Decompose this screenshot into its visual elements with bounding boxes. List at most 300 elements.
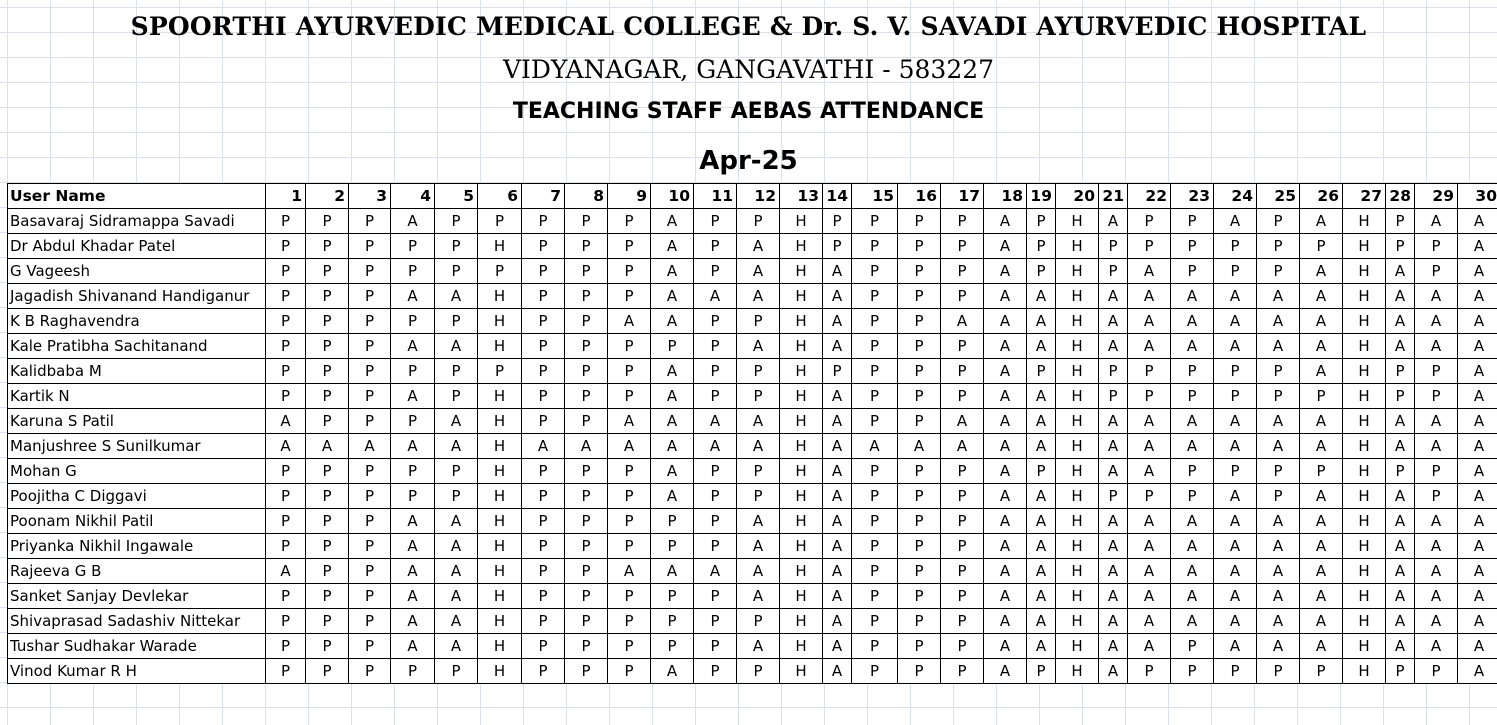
attendance-cell[interactable]: P [852,659,898,684]
attendance-cell[interactable]: P [565,484,608,509]
attendance-cell[interactable]: P [1128,659,1171,684]
attendance-cell[interactable]: A [1128,334,1171,359]
attendance-cell[interactable]: A [1214,484,1257,509]
attendance-cell[interactable]: H [1056,209,1099,234]
attendance-cell[interactable]: P [349,534,391,559]
day-header[interactable]: 10 [651,184,694,209]
day-header[interactable]: 9 [608,184,651,209]
attendance-cell[interactable]: P [522,234,565,259]
attendance-cell[interactable]: P [565,209,608,234]
attendance-cell[interactable]: A [737,559,780,584]
attendance-cell[interactable]: H [1056,559,1099,584]
attendance-cell[interactable]: P [349,309,391,334]
attendance-cell[interactable]: A [391,609,435,634]
attendance-cell[interactable]: H [478,584,522,609]
attendance-cell[interactable]: H [780,484,823,509]
attendance-cell[interactable]: A [435,334,478,359]
attendance-cell[interactable]: A [737,434,780,459]
user-name-cell[interactable]: Basavaraj Sidramappa Savadi [8,209,266,234]
attendance-cell[interactable]: A [984,534,1027,559]
attendance-cell[interactable]: A [1099,609,1128,634]
day-header[interactable]: 15 [852,184,898,209]
attendance-cell[interactable]: A [984,484,1027,509]
attendance-cell[interactable]: H [478,309,522,334]
attendance-cell[interactable]: A [1386,559,1415,584]
attendance-cell[interactable]: H [1056,459,1099,484]
attendance-cell[interactable]: P [565,359,608,384]
attendance-cell[interactable]: P [898,259,941,284]
attendance-cell[interactable]: A [1386,309,1415,334]
attendance-cell[interactable]: P [1128,234,1171,259]
attendance-cell[interactable]: H [780,559,823,584]
attendance-cell[interactable]: P [941,284,984,309]
attendance-cell[interactable]: A [1171,409,1214,434]
attendance-cell[interactable]: A [1257,509,1300,534]
attendance-cell[interactable]: A [1027,634,1056,659]
attendance-cell[interactable]: H [478,609,522,634]
attendance-cell[interactable]: P [941,659,984,684]
attendance-cell[interactable]: P [1027,209,1056,234]
attendance-cell[interactable]: H [1343,584,1386,609]
attendance-cell[interactable]: P [1171,384,1214,409]
attendance-cell[interactable]: P [306,284,349,309]
attendance-cell[interactable]: A [1415,334,1458,359]
attendance-cell[interactable]: A [1415,434,1458,459]
attendance-cell[interactable]: P [522,209,565,234]
attendance-cell[interactable]: P [266,609,306,634]
attendance-cell[interactable]: P [1214,459,1257,484]
attendance-cell[interactable]: P [1257,384,1300,409]
day-header[interactable]: 29 [1415,184,1458,209]
attendance-cell[interactable]: P [349,559,391,584]
attendance-cell[interactable]: A [1458,484,1497,509]
attendance-cell[interactable]: P [565,334,608,359]
attendance-cell[interactable]: A [852,434,898,459]
attendance-cell[interactable]: A [391,284,435,309]
attendance-cell[interactable]: A [823,559,852,584]
attendance-cell[interactable]: P [608,609,651,634]
attendance-cell[interactable]: P [1171,634,1214,659]
attendance-cell[interactable]: A [1257,559,1300,584]
attendance-cell[interactable]: P [266,484,306,509]
attendance-cell[interactable]: A [1128,509,1171,534]
attendance-cell[interactable]: P [852,484,898,509]
attendance-cell[interactable]: H [1343,534,1386,559]
attendance-cell[interactable]: A [823,384,852,409]
attendance-cell[interactable]: A [435,634,478,659]
attendance-cell[interactable]: P [1027,259,1056,284]
attendance-cell[interactable]: A [1458,334,1497,359]
attendance-cell[interactable]: P [1415,234,1458,259]
attendance-cell[interactable]: P [1257,459,1300,484]
attendance-cell[interactable]: A [1027,284,1056,309]
attendance-cell[interactable]: P [435,659,478,684]
attendance-cell[interactable]: P [898,484,941,509]
attendance-cell[interactable]: A [1300,534,1343,559]
attendance-cell[interactable]: A [984,234,1027,259]
attendance-cell[interactable]: A [391,584,435,609]
attendance-cell[interactable]: A [565,434,608,459]
attendance-cell[interactable]: A [1099,459,1128,484]
attendance-cell[interactable]: P [565,534,608,559]
attendance-cell[interactable]: P [266,584,306,609]
attendance-cell[interactable]: A [1458,359,1497,384]
attendance-cell[interactable]: P [349,609,391,634]
attendance-cell[interactable]: A [1300,484,1343,509]
attendance-cell[interactable]: A [1386,434,1415,459]
attendance-cell[interactable]: H [780,459,823,484]
attendance-cell[interactable]: A [1128,309,1171,334]
attendance-cell[interactable]: A [651,559,694,584]
attendance-cell[interactable]: P [349,584,391,609]
attendance-cell[interactable]: A [984,459,1027,484]
day-header[interactable]: 22 [1128,184,1171,209]
user-name-cell[interactable]: Jagadish Shivanand Handiganur [8,284,266,309]
attendance-cell[interactable]: A [823,284,852,309]
attendance-cell[interactable]: H [1343,284,1386,309]
attendance-cell[interactable]: A [608,309,651,334]
attendance-cell[interactable]: P [898,234,941,259]
attendance-cell[interactable]: P [478,209,522,234]
attendance-cell[interactable]: P [1415,484,1458,509]
attendance-cell[interactable]: A [1099,209,1128,234]
attendance-cell[interactable]: A [1415,409,1458,434]
attendance-cell[interactable]: P [608,484,651,509]
attendance-cell[interactable]: A [984,659,1027,684]
attendance-cell[interactable]: A [1458,609,1497,634]
attendance-cell[interactable]: A [737,334,780,359]
attendance-cell[interactable]: A [694,559,737,584]
attendance-cell[interactable]: P [1415,259,1458,284]
user-name-cell[interactable]: Kartik N [8,384,266,409]
attendance-cell[interactable]: A [1415,584,1458,609]
attendance-cell[interactable]: A [391,559,435,584]
attendance-cell[interactable]: P [737,659,780,684]
attendance-cell[interactable]: P [898,284,941,309]
attendance-cell[interactable]: H [1056,284,1099,309]
attendance-cell[interactable]: P [823,209,852,234]
attendance-cell[interactable]: P [522,584,565,609]
attendance-cell[interactable]: A [1300,409,1343,434]
attendance-cell[interactable]: A [1300,309,1343,334]
attendance-cell[interactable]: A [1214,634,1257,659]
attendance-cell[interactable]: P [391,409,435,434]
attendance-cell[interactable]: P [823,359,852,384]
attendance-cell[interactable]: P [1415,359,1458,384]
attendance-cell[interactable]: H [1056,584,1099,609]
attendance-cell[interactable]: A [1128,284,1171,309]
attendance-cell[interactable]: A [823,434,852,459]
user-name-cell[interactable]: K B Raghavendra [8,309,266,334]
attendance-cell[interactable]: A [1128,259,1171,284]
attendance-cell[interactable]: P [898,459,941,484]
attendance-cell[interactable]: P [522,659,565,684]
attendance-cell[interactable]: P [694,234,737,259]
attendance-cell[interactable]: P [737,309,780,334]
attendance-cell[interactable]: P [565,234,608,259]
attendance-cell[interactable]: A [823,509,852,534]
attendance-cell[interactable]: P [694,609,737,634]
attendance-cell[interactable]: H [478,234,522,259]
attendance-cell[interactable]: P [266,384,306,409]
attendance-cell[interactable]: P [1257,234,1300,259]
attendance-cell[interactable]: A [1214,209,1257,234]
attendance-cell[interactable]: P [852,284,898,309]
day-header[interactable]: 28 [1386,184,1415,209]
attendance-cell[interactable]: P [1300,234,1343,259]
attendance-cell[interactable]: P [306,359,349,384]
attendance-cell[interactable]: A [823,634,852,659]
attendance-cell[interactable]: A [1386,259,1415,284]
attendance-cell[interactable]: P [266,634,306,659]
attendance-cell[interactable]: P [435,459,478,484]
attendance-cell[interactable]: H [1056,309,1099,334]
attendance-cell[interactable]: A [1257,409,1300,434]
attendance-cell[interactable]: P [1214,259,1257,284]
attendance-cell[interactable]: A [694,434,737,459]
attendance-cell[interactable]: P [266,659,306,684]
attendance-cell[interactable]: A [435,534,478,559]
attendance-cell[interactable]: P [1415,459,1458,484]
attendance-cell[interactable]: A [1458,259,1497,284]
attendance-cell[interactable]: A [651,234,694,259]
attendance-cell[interactable]: H [478,434,522,459]
attendance-cell[interactable]: P [898,559,941,584]
day-header[interactable]: 24 [1214,184,1257,209]
day-header[interactable]: 6 [478,184,522,209]
attendance-cell[interactable]: P [1099,234,1128,259]
attendance-cell[interactable]: H [1056,234,1099,259]
attendance-cell[interactable]: P [608,209,651,234]
attendance-cell[interactable]: A [823,534,852,559]
user-name-cell[interactable]: Mohan G [8,459,266,484]
attendance-cell[interactable]: A [1300,359,1343,384]
attendance-cell[interactable]: A [1128,459,1171,484]
attendance-cell[interactable]: P [435,384,478,409]
day-header[interactable]: 2 [306,184,349,209]
attendance-cell[interactable]: P [349,634,391,659]
attendance-cell[interactable]: A [391,209,435,234]
attendance-cell[interactable]: P [852,409,898,434]
attendance-cell[interactable]: A [1458,284,1497,309]
attendance-cell[interactable]: A [1300,509,1343,534]
attendance-cell[interactable]: A [1415,609,1458,634]
attendance-cell[interactable]: P [608,284,651,309]
attendance-cell[interactable]: A [1027,309,1056,334]
attendance-cell[interactable]: P [694,534,737,559]
attendance-cell[interactable]: P [349,384,391,409]
attendance-cell[interactable]: P [306,559,349,584]
attendance-cell[interactable]: P [608,534,651,559]
attendance-cell[interactable]: A [737,584,780,609]
attendance-cell[interactable]: A [1171,334,1214,359]
attendance-cell[interactable]: A [984,584,1027,609]
attendance-cell[interactable]: P [565,609,608,634]
attendance-cell[interactable]: A [1128,634,1171,659]
attendance-cell[interactable]: P [349,334,391,359]
day-header[interactable]: 1 [266,184,306,209]
attendance-cell[interactable]: P [1214,359,1257,384]
attendance-cell[interactable]: A [823,409,852,434]
attendance-cell[interactable]: A [1027,584,1056,609]
attendance-cell[interactable]: A [1128,409,1171,434]
attendance-cell[interactable]: P [306,384,349,409]
attendance-cell[interactable]: A [737,534,780,559]
attendance-cell[interactable]: A [1214,334,1257,359]
attendance-cell[interactable]: A [984,409,1027,434]
attendance-cell[interactable]: H [478,484,522,509]
day-header[interactable]: 14 [823,184,852,209]
attendance-cell[interactable]: A [1386,334,1415,359]
attendance-cell[interactable]: A [1027,334,1056,359]
attendance-cell[interactable]: A [1257,434,1300,459]
attendance-cell[interactable]: P [941,484,984,509]
attendance-cell[interactable]: A [522,434,565,459]
attendance-cell[interactable]: A [391,634,435,659]
attendance-cell[interactable]: P [565,634,608,659]
attendance-cell[interactable]: P [565,309,608,334]
attendance-cell[interactable]: A [391,434,435,459]
attendance-cell[interactable]: P [565,509,608,534]
attendance-cell[interactable]: A [651,659,694,684]
attendance-cell[interactable]: A [984,309,1027,334]
attendance-cell[interactable]: A [1027,384,1056,409]
attendance-cell[interactable]: P [306,509,349,534]
attendance-cell[interactable]: P [522,309,565,334]
attendance-cell[interactable]: P [694,634,737,659]
day-header[interactable]: 20 [1056,184,1099,209]
attendance-cell[interactable]: P [694,209,737,234]
attendance-cell[interactable]: A [391,334,435,359]
attendance-cell[interactable]: A [1257,634,1300,659]
attendance-cell[interactable]: H [1056,659,1099,684]
attendance-cell[interactable]: P [1128,384,1171,409]
attendance-cell[interactable]: A [984,259,1027,284]
attendance-cell[interactable]: A [1128,534,1171,559]
attendance-cell[interactable]: A [898,434,941,459]
attendance-cell[interactable]: P [1386,384,1415,409]
attendance-cell[interactable]: A [1300,634,1343,659]
attendance-cell[interactable]: A [1027,484,1056,509]
attendance-cell[interactable]: P [522,409,565,434]
attendance-cell[interactable]: P [608,384,651,409]
attendance-cell[interactable]: H [1343,234,1386,259]
attendance-cell[interactable]: A [737,409,780,434]
user-name-cell[interactable]: Vinod Kumar R H [8,659,266,684]
attendance-cell[interactable]: A [1300,284,1343,309]
attendance-cell[interactable]: P [306,459,349,484]
attendance-cell[interactable]: A [941,409,984,434]
attendance-cell[interactable]: P [565,409,608,434]
attendance-cell[interactable]: H [1343,484,1386,509]
attendance-cell[interactable]: P [1171,209,1214,234]
attendance-cell[interactable]: A [1300,434,1343,459]
attendance-cell[interactable]: P [852,634,898,659]
user-name-cell[interactable]: Poonam Nikhil Patil [8,509,266,534]
day-header[interactable]: 4 [391,184,435,209]
attendance-cell[interactable]: P [1257,209,1300,234]
attendance-cell[interactable]: P [694,584,737,609]
attendance-cell[interactable]: H [780,234,823,259]
attendance-cell[interactable]: A [1027,609,1056,634]
attendance-cell[interactable]: P [1099,384,1128,409]
attendance-cell[interactable]: A [1027,409,1056,434]
attendance-cell[interactable]: A [306,434,349,459]
attendance-cell[interactable]: P [565,559,608,584]
attendance-cell[interactable]: P [941,534,984,559]
attendance-cell[interactable]: A [266,409,306,434]
attendance-cell[interactable]: A [1300,334,1343,359]
attendance-cell[interactable]: P [306,534,349,559]
user-name-cell[interactable]: Priyanka Nikhil Ingawale [8,534,266,559]
attendance-cell[interactable]: H [1343,409,1386,434]
attendance-cell[interactable]: P [435,484,478,509]
attendance-cell[interactable]: P [349,659,391,684]
attendance-cell[interactable]: A [1257,609,1300,634]
attendance-cell[interactable]: A [1458,309,1497,334]
attendance-cell[interactable]: A [1415,284,1458,309]
attendance-cell[interactable]: A [984,334,1027,359]
day-header[interactable]: 12 [737,184,780,209]
attendance-cell[interactable]: P [852,359,898,384]
attendance-cell[interactable]: A [1415,634,1458,659]
attendance-cell[interactable]: H [478,459,522,484]
attendance-cell[interactable]: P [1257,659,1300,684]
attendance-cell[interactable]: A [651,409,694,434]
attendance-cell[interactable]: P [522,459,565,484]
attendance-cell[interactable]: A [1415,559,1458,584]
attendance-cell[interactable]: P [1415,384,1458,409]
attendance-cell[interactable]: P [898,334,941,359]
attendance-cell[interactable]: H [780,284,823,309]
attendance-cell[interactable]: H [1056,484,1099,509]
attendance-cell[interactable]: A [435,434,478,459]
attendance-cell[interactable]: A [1386,509,1415,534]
attendance-cell[interactable]: P [898,209,941,234]
attendance-cell[interactable]: P [737,359,780,384]
attendance-cell[interactable]: A [984,434,1027,459]
attendance-cell[interactable]: P [898,509,941,534]
attendance-cell[interactable]: A [1386,634,1415,659]
attendance-cell[interactable]: P [608,584,651,609]
attendance-cell[interactable]: A [1027,434,1056,459]
attendance-cell[interactable]: H [478,384,522,409]
user-name-cell[interactable]: Karuna S Patil [8,409,266,434]
attendance-cell[interactable]: A [984,609,1027,634]
attendance-cell[interactable]: A [435,609,478,634]
attendance-cell[interactable]: A [984,209,1027,234]
attendance-cell[interactable]: H [1343,559,1386,584]
attendance-cell[interactable]: P [306,484,349,509]
attendance-cell[interactable]: A [984,384,1027,409]
attendance-cell[interactable]: A [1415,209,1458,234]
attendance-cell[interactable]: P [266,534,306,559]
attendance-cell[interactable]: P [737,484,780,509]
attendance-cell[interactable]: A [941,434,984,459]
attendance-cell[interactable]: A [391,384,435,409]
attendance-cell[interactable]: P [435,309,478,334]
attendance-cell[interactable]: H [478,334,522,359]
attendance-cell[interactable]: A [1300,584,1343,609]
attendance-cell[interactable]: P [941,584,984,609]
attendance-cell[interactable]: P [435,234,478,259]
attendance-cell[interactable]: A [1415,309,1458,334]
attendance-cell[interactable]: H [1056,359,1099,384]
attendance-cell[interactable]: P [349,234,391,259]
attendance-cell[interactable]: P [852,309,898,334]
attendance-cell[interactable]: A [391,534,435,559]
attendance-cell[interactable]: P [941,234,984,259]
